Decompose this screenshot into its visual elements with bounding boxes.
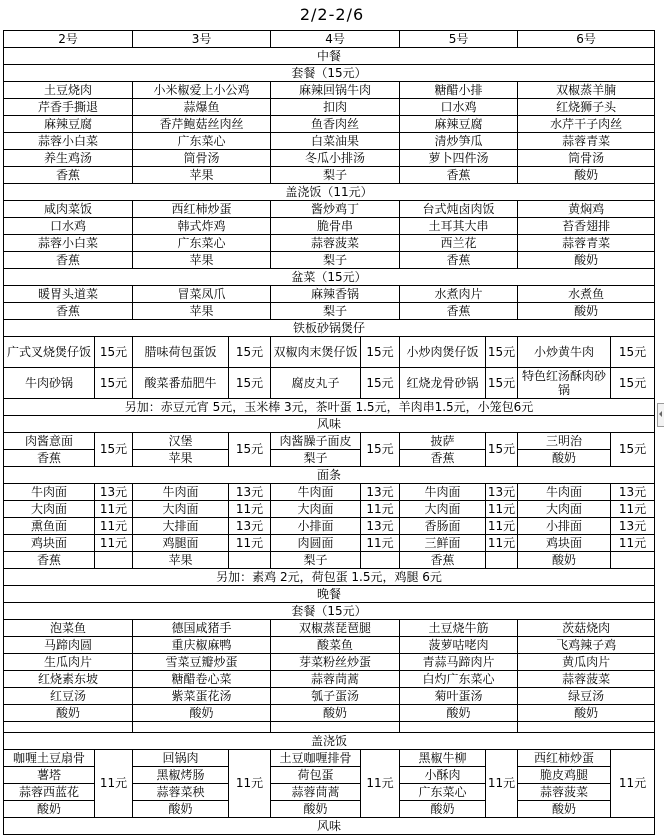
dish-cell: 蒜蓉青菜 [518, 235, 655, 252]
fruit-cell: 酸奶 [518, 552, 611, 569]
dish-price: 13元 [361, 484, 400, 501]
dish-price: 13元 [95, 484, 133, 501]
dish-cell: 泡菜鱼 [4, 620, 133, 637]
dish-cell: 黄焖鸡 [518, 201, 655, 218]
dish-name: 大肉面 [4, 501, 95, 518]
dish-price: 15元 [611, 433, 655, 467]
dish-cell: 水煮肉片 [400, 286, 518, 303]
dish-name: 咖喱土豆扇骨 [4, 750, 95, 767]
dish-cell: 酸奶 [271, 705, 400, 722]
dish-price: 15元 [95, 433, 133, 467]
dish-cell: 红烧狮子头 [518, 99, 655, 116]
menu-row [4, 620, 655, 637]
menu-row [4, 167, 655, 184]
dish-cell: 马蹄肉圆 [4, 637, 133, 654]
dish-name: 土豆咖喱排骨 [271, 750, 361, 767]
dish-price: 11元 [229, 750, 271, 818]
dish-name: 鸡块面 [518, 535, 611, 552]
dish-cell: 酸菜鱼 [271, 637, 400, 654]
dish-cell: 菠萝咕咾肉 [400, 637, 518, 654]
category-flavor: 风味 [4, 416, 655, 433]
dish-cell: 咸肉菜饭 [4, 201, 133, 218]
dish-name: 小排面 [271, 518, 361, 535]
dish-price: 13元 [611, 518, 655, 535]
day-header: 2号 [4, 31, 133, 48]
menu-row [4, 722, 655, 733]
dish-cell: 瓠子蛋汤 [271, 688, 400, 705]
dish-cell: 酸奶 [400, 705, 518, 722]
menu-body [4, 31, 655, 835]
dish-cell: 萝卜四件汤 [400, 150, 518, 167]
menu-row [4, 368, 655, 399]
dish-cell: 扣肉 [271, 99, 400, 116]
dish-name: 肉圆面 [271, 535, 361, 552]
category-claypot: 铁板砂锅煲仔 [4, 320, 655, 337]
dish-cell: 红豆汤 [4, 688, 133, 705]
dish-name: 鸡块面 [4, 535, 95, 552]
dish-price: 15元 [229, 368, 271, 399]
empty-cell [361, 552, 400, 569]
dish-cell: 麻辣回锅牛肉 [271, 82, 400, 99]
dish-price: 13元 [361, 518, 400, 535]
menu-row [4, 269, 655, 286]
dish-cell: 糖醋小排 [400, 82, 518, 99]
empty-cell [133, 722, 271, 733]
dish-price: 13元 [229, 484, 271, 501]
dish-cell: 苔香翅排 [518, 218, 655, 235]
empty-cell [271, 722, 400, 733]
menu-table [3, 30, 655, 835]
menu-row [4, 484, 655, 501]
extra-note: 另加：素鸡 2元，荷包蛋 1.5元，鸡腿 6元 [4, 569, 655, 586]
menu-row [4, 535, 655, 552]
menu-row [4, 65, 655, 82]
dish-cell: 菊叶蛋汤 [400, 688, 518, 705]
dish-cell: 清炒笋瓜 [400, 133, 518, 150]
dish-cell: 蒜蓉小白菜 [4, 133, 133, 150]
menu-row [4, 201, 655, 218]
dish-cell: 德国咸猪手 [133, 620, 271, 637]
menu-row [4, 552, 655, 569]
dish-name: 披萨 [400, 433, 486, 450]
menu-row [4, 337, 655, 368]
menu-row [4, 82, 655, 99]
menu-row [4, 750, 655, 767]
dish-name: 牛肉面 [400, 484, 486, 501]
menu-row [4, 518, 655, 535]
menu-row [4, 501, 655, 518]
dish-name: 回锅肉 [133, 750, 229, 767]
dish-cell: 梨子 [271, 167, 400, 184]
dish-name: 牛肉面 [518, 484, 611, 501]
dish-name: 薯塔 [4, 767, 95, 784]
dish-price: 11元 [486, 750, 518, 818]
fruit-cell: 香蕉 [400, 450, 486, 467]
menu-row [4, 654, 655, 671]
dish-cell: 香蕉 [400, 303, 518, 320]
dish-cell: 双椒蒸羊腩 [518, 82, 655, 99]
menu-row [4, 303, 655, 320]
dish-name: 黑椒烤肠 [133, 767, 229, 784]
dish-name: 酸奶 [4, 801, 95, 818]
dish-cell: 飞鸡辣子鸡 [518, 637, 655, 654]
category-rice-bowl: 盖浇饭 [4, 733, 655, 750]
menu-row [4, 48, 655, 65]
dish-name: 大肉面 [400, 501, 486, 518]
dish-cell: 香蕉 [400, 252, 518, 269]
dish-name: 腊味荷包蛋饭 [133, 337, 229, 368]
category-rice-bowl: 盖浇饭（11元） [4, 184, 655, 201]
empty-cell [518, 722, 655, 733]
menu-row [4, 671, 655, 688]
side-scroll-tab[interactable] [657, 403, 664, 427]
dish-name: 汉堡 [133, 433, 229, 450]
dish-price: 11元 [611, 501, 655, 518]
dish-name: 肉酱意面 [4, 433, 95, 450]
dish-cell: 糖醋卷心菜 [133, 671, 271, 688]
dish-name: 黑椒牛柳 [400, 750, 486, 767]
dish-cell: 筒骨汤 [133, 150, 271, 167]
dish-price: 11元 [95, 518, 133, 535]
day-header: 3号 [133, 31, 271, 48]
dish-cell: 梨子 [271, 252, 400, 269]
dish-price: 15元 [486, 337, 518, 368]
dish-price: 11元 [95, 750, 133, 818]
dish-name: 广东菜心 [400, 784, 486, 801]
dish-price: 15元 [611, 337, 655, 368]
menu-row [4, 31, 655, 48]
empty-cell [400, 722, 518, 733]
menu-row [4, 150, 655, 167]
dish-price: 15元 [229, 337, 271, 368]
dish-cell: 生瓜肉片 [4, 654, 133, 671]
dish-cell: 鱼香肉丝 [271, 116, 400, 133]
fruit-cell: 苹果 [133, 552, 229, 569]
dish-cell: 酸奶 [518, 167, 655, 184]
dish-cell: 麻辣香锅 [271, 286, 400, 303]
dish-cell: 小米椒爱上小公鸡 [133, 82, 271, 99]
dish-cell: 蒜蓉菠菜 [271, 235, 400, 252]
extra-note: 另加：赤豆元宵 5元，玉米棒 3元，茶叶蛋 1.5元，羊肉串1.5元，小笼包6元 [4, 399, 655, 416]
dish-price: 15元 [95, 368, 133, 399]
dish-cell: 韩式炸鸡 [133, 218, 271, 235]
dish-price: 11元 [95, 535, 133, 552]
dish-cell: 香蕉 [4, 167, 133, 184]
dish-price: 15元 [361, 433, 400, 467]
menu-row [4, 99, 655, 116]
menu-row [4, 252, 655, 269]
dish-cell: 芽菜粉丝炒蛋 [271, 654, 400, 671]
dish-price: 13元 [611, 484, 655, 501]
dish-cell: 广东菜心 [133, 133, 271, 150]
dish-cell: 酸奶 [518, 303, 655, 320]
fruit-cell: 香蕉 [400, 552, 486, 569]
dish-cell: 绿豆汤 [518, 688, 655, 705]
dish-cell: 筒骨汤 [518, 150, 655, 167]
dish-cell: 红烧素东坡 [4, 671, 133, 688]
dish-cell: 茨菇烧肉 [518, 620, 655, 637]
dish-cell: 口水鸡 [400, 99, 518, 116]
dish-name: 蒜蓉菠菜 [518, 784, 611, 801]
category-flavor: 风味 [4, 818, 655, 835]
dish-name: 西红柿炒蛋 [518, 750, 611, 767]
dish-cell: 紫菜蛋花汤 [133, 688, 271, 705]
dish-name: 大肉面 [133, 501, 229, 518]
dish-cell: 香蕉 [400, 167, 518, 184]
dish-price: 15元 [95, 337, 133, 368]
dish-name: 酸奶 [133, 801, 229, 818]
dish-price: 15元 [229, 433, 271, 467]
dish-name: 广式叉烧煲仔饭 [4, 337, 95, 368]
dish-price: 11元 [229, 501, 271, 518]
dish-cell: 蒜蓉菠菜 [518, 671, 655, 688]
section-title-lunch: 中餐 [4, 48, 655, 65]
dish-name: 腐皮丸子 [271, 368, 361, 399]
dish-name: 肉酱臊子面皮 [271, 433, 361, 450]
dish-name: 酸奶 [271, 801, 361, 818]
fruit-cell: 香蕉 [4, 552, 95, 569]
category-set-meal: 套餐（15元） [4, 65, 655, 82]
dish-cell: 土豆烧肉 [4, 82, 133, 99]
menu-row [4, 235, 655, 252]
empty-cell [486, 552, 518, 569]
dish-name: 特色红汤酥肉砂锅 [518, 368, 611, 399]
dish-cell: 梨子 [271, 303, 400, 320]
dish-name: 牛肉面 [4, 484, 95, 501]
day-header: 5号 [400, 31, 518, 48]
menu-row [4, 433, 655, 450]
dish-cell: 水芹干子肉丝 [518, 116, 655, 133]
dish-cell: 重庆椒麻鸭 [133, 637, 271, 654]
dish-cell: 酸奶 [133, 705, 271, 722]
dish-name: 牛肉砂锅 [4, 368, 95, 399]
menu-row [4, 733, 655, 750]
dish-cell: 脆骨串 [271, 218, 400, 235]
dish-name: 小酥肉 [400, 767, 486, 784]
fruit-cell: 香蕉 [4, 450, 95, 467]
menu-row [4, 416, 655, 433]
category-set-meal: 套餐（15元） [4, 603, 655, 620]
dish-price: 11元 [611, 750, 655, 818]
dish-name: 牛肉面 [271, 484, 361, 501]
fruit-cell: 梨子 [271, 552, 361, 569]
dish-cell: 苹果 [133, 167, 271, 184]
dish-price: 11元 [361, 501, 400, 518]
dish-price: 11元 [611, 535, 655, 552]
category-noodles: 面条 [4, 467, 655, 484]
menu-row [4, 705, 655, 722]
dish-cell: 酱炒鸡丁 [271, 201, 400, 218]
menu-row [4, 218, 655, 235]
dish-cell: 芹香手撕退 [4, 99, 133, 116]
dish-name: 牛肉面 [133, 484, 229, 501]
dish-cell: 酸奶 [4, 705, 133, 722]
dish-price: 11元 [486, 535, 518, 552]
menu-row [4, 569, 655, 586]
dish-price: 11元 [95, 501, 133, 518]
dish-price: 13元 [229, 518, 271, 535]
dish-cell: 暖胃头道菜 [4, 286, 133, 303]
dish-cell: 蒜蓉小白菜 [4, 235, 133, 252]
dish-name: 酸菜番茄肥牛 [133, 368, 229, 399]
dish-price: 15元 [361, 337, 400, 368]
dish-name: 脆皮鸡腿 [518, 767, 611, 784]
dish-name: 小炒黄牛肉 [518, 337, 611, 368]
menu-row [4, 467, 655, 484]
empty-cell [229, 552, 271, 569]
dish-name: 蒜蓉茼蒿 [271, 784, 361, 801]
menu-row [4, 133, 655, 150]
dish-name: 小炒肉煲仔饭 [400, 337, 486, 368]
dish-price: 11元 [361, 535, 400, 552]
menu-row [4, 688, 655, 705]
dish-cell: 酸奶 [518, 252, 655, 269]
menu-row [4, 399, 655, 416]
dish-name: 荷包蛋 [271, 767, 361, 784]
dish-name: 酸奶 [518, 801, 611, 818]
menu-row [4, 637, 655, 654]
dish-cell: 口水鸡 [4, 218, 133, 235]
dish-name: 小排面 [518, 518, 611, 535]
dish-price: 15元 [361, 368, 400, 399]
dish-price: 11元 [361, 750, 400, 818]
dish-cell: 广东菜心 [133, 235, 271, 252]
page-title: 2/2-2/6 [299, 5, 365, 24]
dish-cell: 蒜蓉茼蒿 [271, 671, 400, 688]
dish-name: 三鲜面 [400, 535, 486, 552]
dish-cell: 苹果 [133, 303, 271, 320]
dish-cell: 蒜爆鱼 [133, 99, 271, 116]
dish-cell: 台式炖卤肉饭 [400, 201, 518, 218]
dish-name: 酸奶 [400, 801, 486, 818]
dish-name: 蒜蓉西蓝花 [4, 784, 95, 801]
dish-name: 蒜蓉菜秧 [133, 784, 229, 801]
category-basin: 盆菜（15元） [4, 269, 655, 286]
dish-cell: 土耳其大串 [400, 218, 518, 235]
menu-row [4, 184, 655, 201]
fruit-cell: 梨子 [271, 450, 361, 467]
dish-cell: 香蕉 [4, 303, 133, 320]
dish-cell: 冬瓜小排汤 [271, 150, 400, 167]
dish-cell: 双椒蒸琵琶腿 [271, 620, 400, 637]
dish-cell: 黄瓜肉片 [518, 654, 655, 671]
menu-row [4, 116, 655, 133]
dish-name: 大肉面 [271, 501, 361, 518]
dish-cell: 麻辣豆腐 [400, 116, 518, 133]
dish-cell: 蒜蓉青菜 [518, 133, 655, 150]
menu-row [4, 586, 655, 603]
dish-name: 红烧龙骨砂锅 [400, 368, 486, 399]
empty-cell [4, 722, 133, 733]
dish-cell: 冒菜凤爪 [133, 286, 271, 303]
dish-price: 15元 [611, 368, 655, 399]
empty-cell [95, 552, 133, 569]
dish-cell: 白菜油果 [271, 133, 400, 150]
dish-price: 11元 [229, 535, 271, 552]
dish-price: 15元 [486, 368, 518, 399]
dish-cell: 香芹鲍菇丝肉丝 [133, 116, 271, 133]
dish-cell: 养生鸡汤 [4, 150, 133, 167]
dish-name: 大肉面 [518, 501, 611, 518]
dish-cell: 青蒜马蹄肉片 [400, 654, 518, 671]
day-header: 4号 [271, 31, 400, 48]
dish-name: 双椒肉末煲仔饭 [271, 337, 361, 368]
fruit-cell: 酸奶 [518, 450, 611, 467]
fruit-cell: 苹果 [133, 450, 229, 467]
dish-cell: 苹果 [133, 252, 271, 269]
section-title-dinner: 晚餐 [4, 586, 655, 603]
dish-name: 香肠面 [400, 518, 486, 535]
dish-price: 11元 [486, 518, 518, 535]
dish-name: 三明治 [518, 433, 611, 450]
dish-price: 15元 [486, 433, 518, 467]
dish-price: 13元 [486, 484, 518, 501]
dish-cell: 麻辣豆腐 [4, 116, 133, 133]
menu-row [4, 603, 655, 620]
dish-price: 11元 [486, 501, 518, 518]
day-header: 6号 [518, 31, 655, 48]
dish-cell: 西红柿炒蛋 [133, 201, 271, 218]
empty-cell [611, 552, 655, 569]
dish-cell: 酸奶 [518, 705, 655, 722]
dish-name: 鸡腿面 [133, 535, 229, 552]
menu-row [4, 818, 655, 835]
dish-cell: 香蕉 [4, 252, 133, 269]
dish-cell: 雪菜豆瓣炒蛋 [133, 654, 271, 671]
dish-cell: 水煮鱼 [518, 286, 655, 303]
dish-name: 大排面 [133, 518, 229, 535]
menu-row [4, 286, 655, 303]
menu-row [4, 320, 655, 337]
dish-cell: 土豆烧牛筋 [400, 620, 518, 637]
dish-cell: 白灼广东菜心 [400, 671, 518, 688]
dish-cell: 西兰花 [400, 235, 518, 252]
dish-name: 熏鱼面 [4, 518, 95, 535]
